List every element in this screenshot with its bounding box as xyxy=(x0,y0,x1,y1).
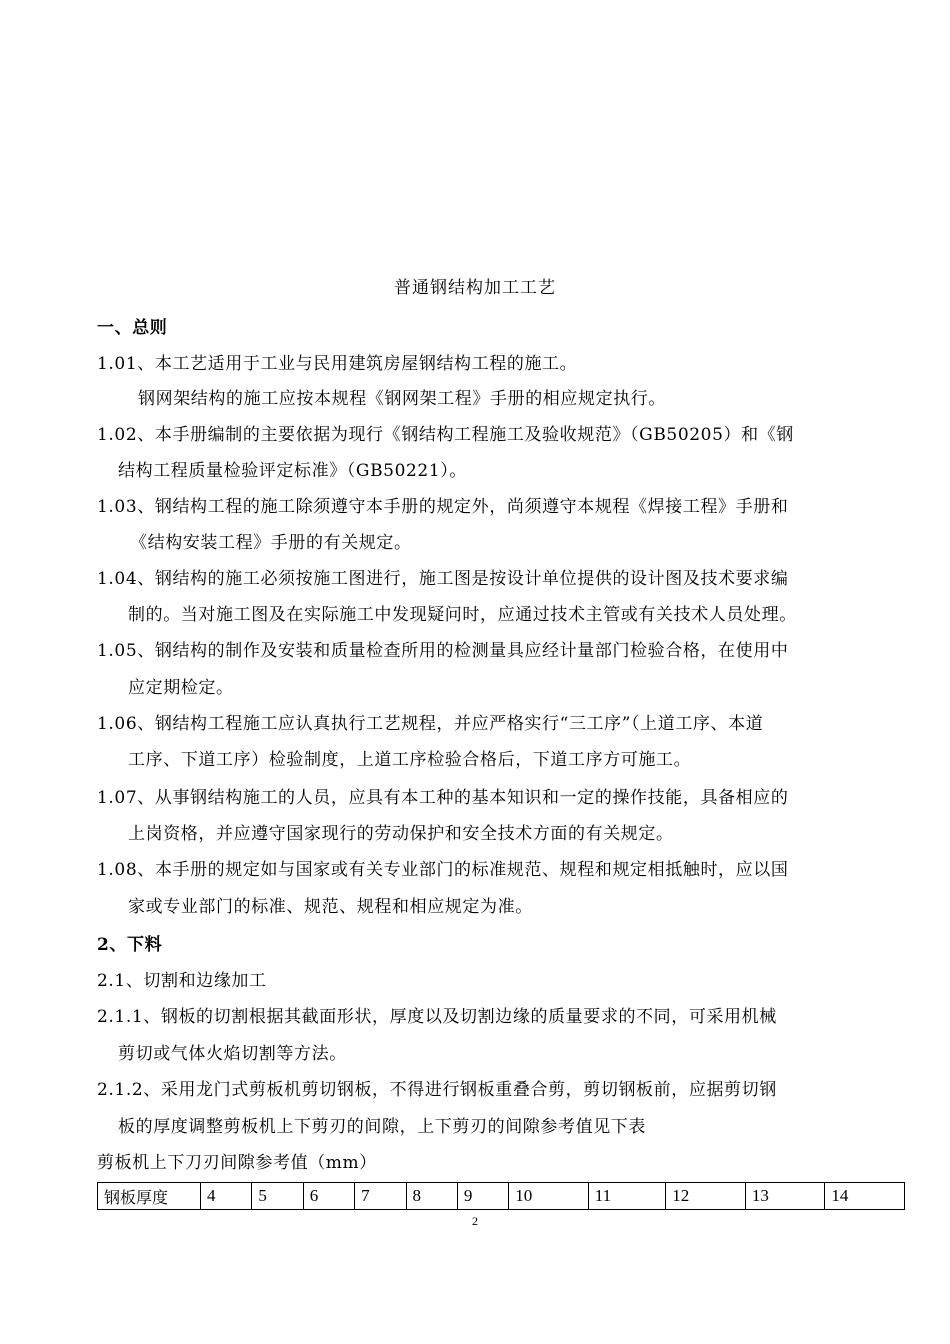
clause-1-06-line-2: 工序、下道工序）检验制度，上道工序检验合格后，下道工序方可施工。 xyxy=(128,750,692,770)
clause-1-02-line-2: 结构工程质量检验评定标准》（GB50221）。 xyxy=(118,461,467,481)
clause-2-1-1-line-2: 剪切或气体火焰切割等方法。 xyxy=(118,1044,347,1064)
clause-1-06-line-1: 1.06、钢结构工程施工应认真执行工艺规程，并应严格实行“三工序”（上道工序、本道 xyxy=(97,714,764,734)
shear-clearance-table xyxy=(97,1182,905,1210)
subsection-2-1: 2.1、切割和边缘加工 xyxy=(97,971,267,991)
table-cell: 10 xyxy=(509,1183,589,1210)
page-number: 2 xyxy=(472,1214,478,1228)
clause-1-08-line-1: 1.08、本手册的规定如与国家或有关专业部门的标准规范、规程和规定相抵触时，应以国 xyxy=(97,860,789,880)
clause-1-03-line-1: 1.03、钢结构工程的施工除须遵守本手册的规定外，尚须遵守本规程《焊接工程》手册和 xyxy=(97,497,789,517)
table-cell: 11 xyxy=(588,1183,665,1210)
table-cell: 8 xyxy=(406,1183,457,1210)
table-cell: 14 xyxy=(825,1183,905,1210)
table-row xyxy=(98,1183,905,1210)
clause-1-08-line-2: 家或专业部门的标准、规范、规程和相应规定为准。 xyxy=(128,897,533,917)
section-heading-blanking: 2、下料 xyxy=(97,935,163,955)
table-cell: 12 xyxy=(666,1183,746,1210)
document-title: 普通钢结构加工工艺 xyxy=(394,278,556,298)
table-cell: 7 xyxy=(355,1183,406,1210)
clause-1-05-line-1: 1.05、钢结构的制作及安装和质量检查所用的检测量具应经计量部门检验合格，在使用中 xyxy=(97,641,789,661)
clause-1-04-line-2: 制的。当对施工图及在实际施工中发现疑问时，应通过技术主管或有关技术人员处理。 xyxy=(128,605,797,625)
table-cell: 6 xyxy=(303,1183,354,1210)
clause-1-04-line-1: 1.04、钢结构的施工必须按施工图进行，施工图是按设计单位提供的设计图及技术要求编 xyxy=(97,569,789,589)
table-cell: 9 xyxy=(457,1183,508,1210)
clause-1-07-line-2: 上岗资格，并应遵守国家现行的劳动保护和安全技术方面的有关规定。 xyxy=(128,824,674,844)
table-caption: 剪板机上下刀刃间隙参考值（mm） xyxy=(97,1153,377,1173)
clause-2-1-2-line-1: 2.1.2、采用龙门式剪板机剪切钢板，不得进行钢板重叠合剪，剪切钢板前，应据剪切钢 xyxy=(97,1080,777,1100)
section-heading-general: 一、总则 xyxy=(97,318,168,338)
table-cell: 5 xyxy=(252,1183,303,1210)
clause-2-1-1-line-1: 2.1.1、钢板的切割根据其截面形状，厚度以及切割边缘的质量要求的不同，可采用机械 xyxy=(97,1007,777,1027)
clause-1-01-line-2: 钢网架结构的施工应按本规程《钢网架工程》手册的相应规定执行。 xyxy=(138,389,666,409)
table-row-label: 钢板厚度 xyxy=(98,1183,201,1210)
clause-1-01-line-1: 1.01、本工艺适用于工业与民用建筑房屋钢结构工程的施工。 xyxy=(97,354,578,374)
clause-1-02-line-1: 1.02、本手册编制的主要依据为现行《钢结构工程施工及验收规范》（GB50205）和《钢 xyxy=(97,425,794,445)
clause-1-05-line-2: 应定期检定。 xyxy=(128,678,234,698)
clause-2-1-2-line-2: 板的厚度调整剪板机上下剪刃的间隙，上下剪刃的间隙参考值见下表 xyxy=(118,1117,646,1137)
table-cell: 4 xyxy=(201,1183,252,1210)
table-cell: 13 xyxy=(745,1183,825,1210)
clause-1-03-line-2: 《结构安装工程》手册的有关规定。 xyxy=(130,533,412,553)
clause-1-07-line-1: 1.07、从事钢结构施工的人员，应具有本工种的基本知识和一定的操作技能，具备相应的 xyxy=(97,788,789,808)
